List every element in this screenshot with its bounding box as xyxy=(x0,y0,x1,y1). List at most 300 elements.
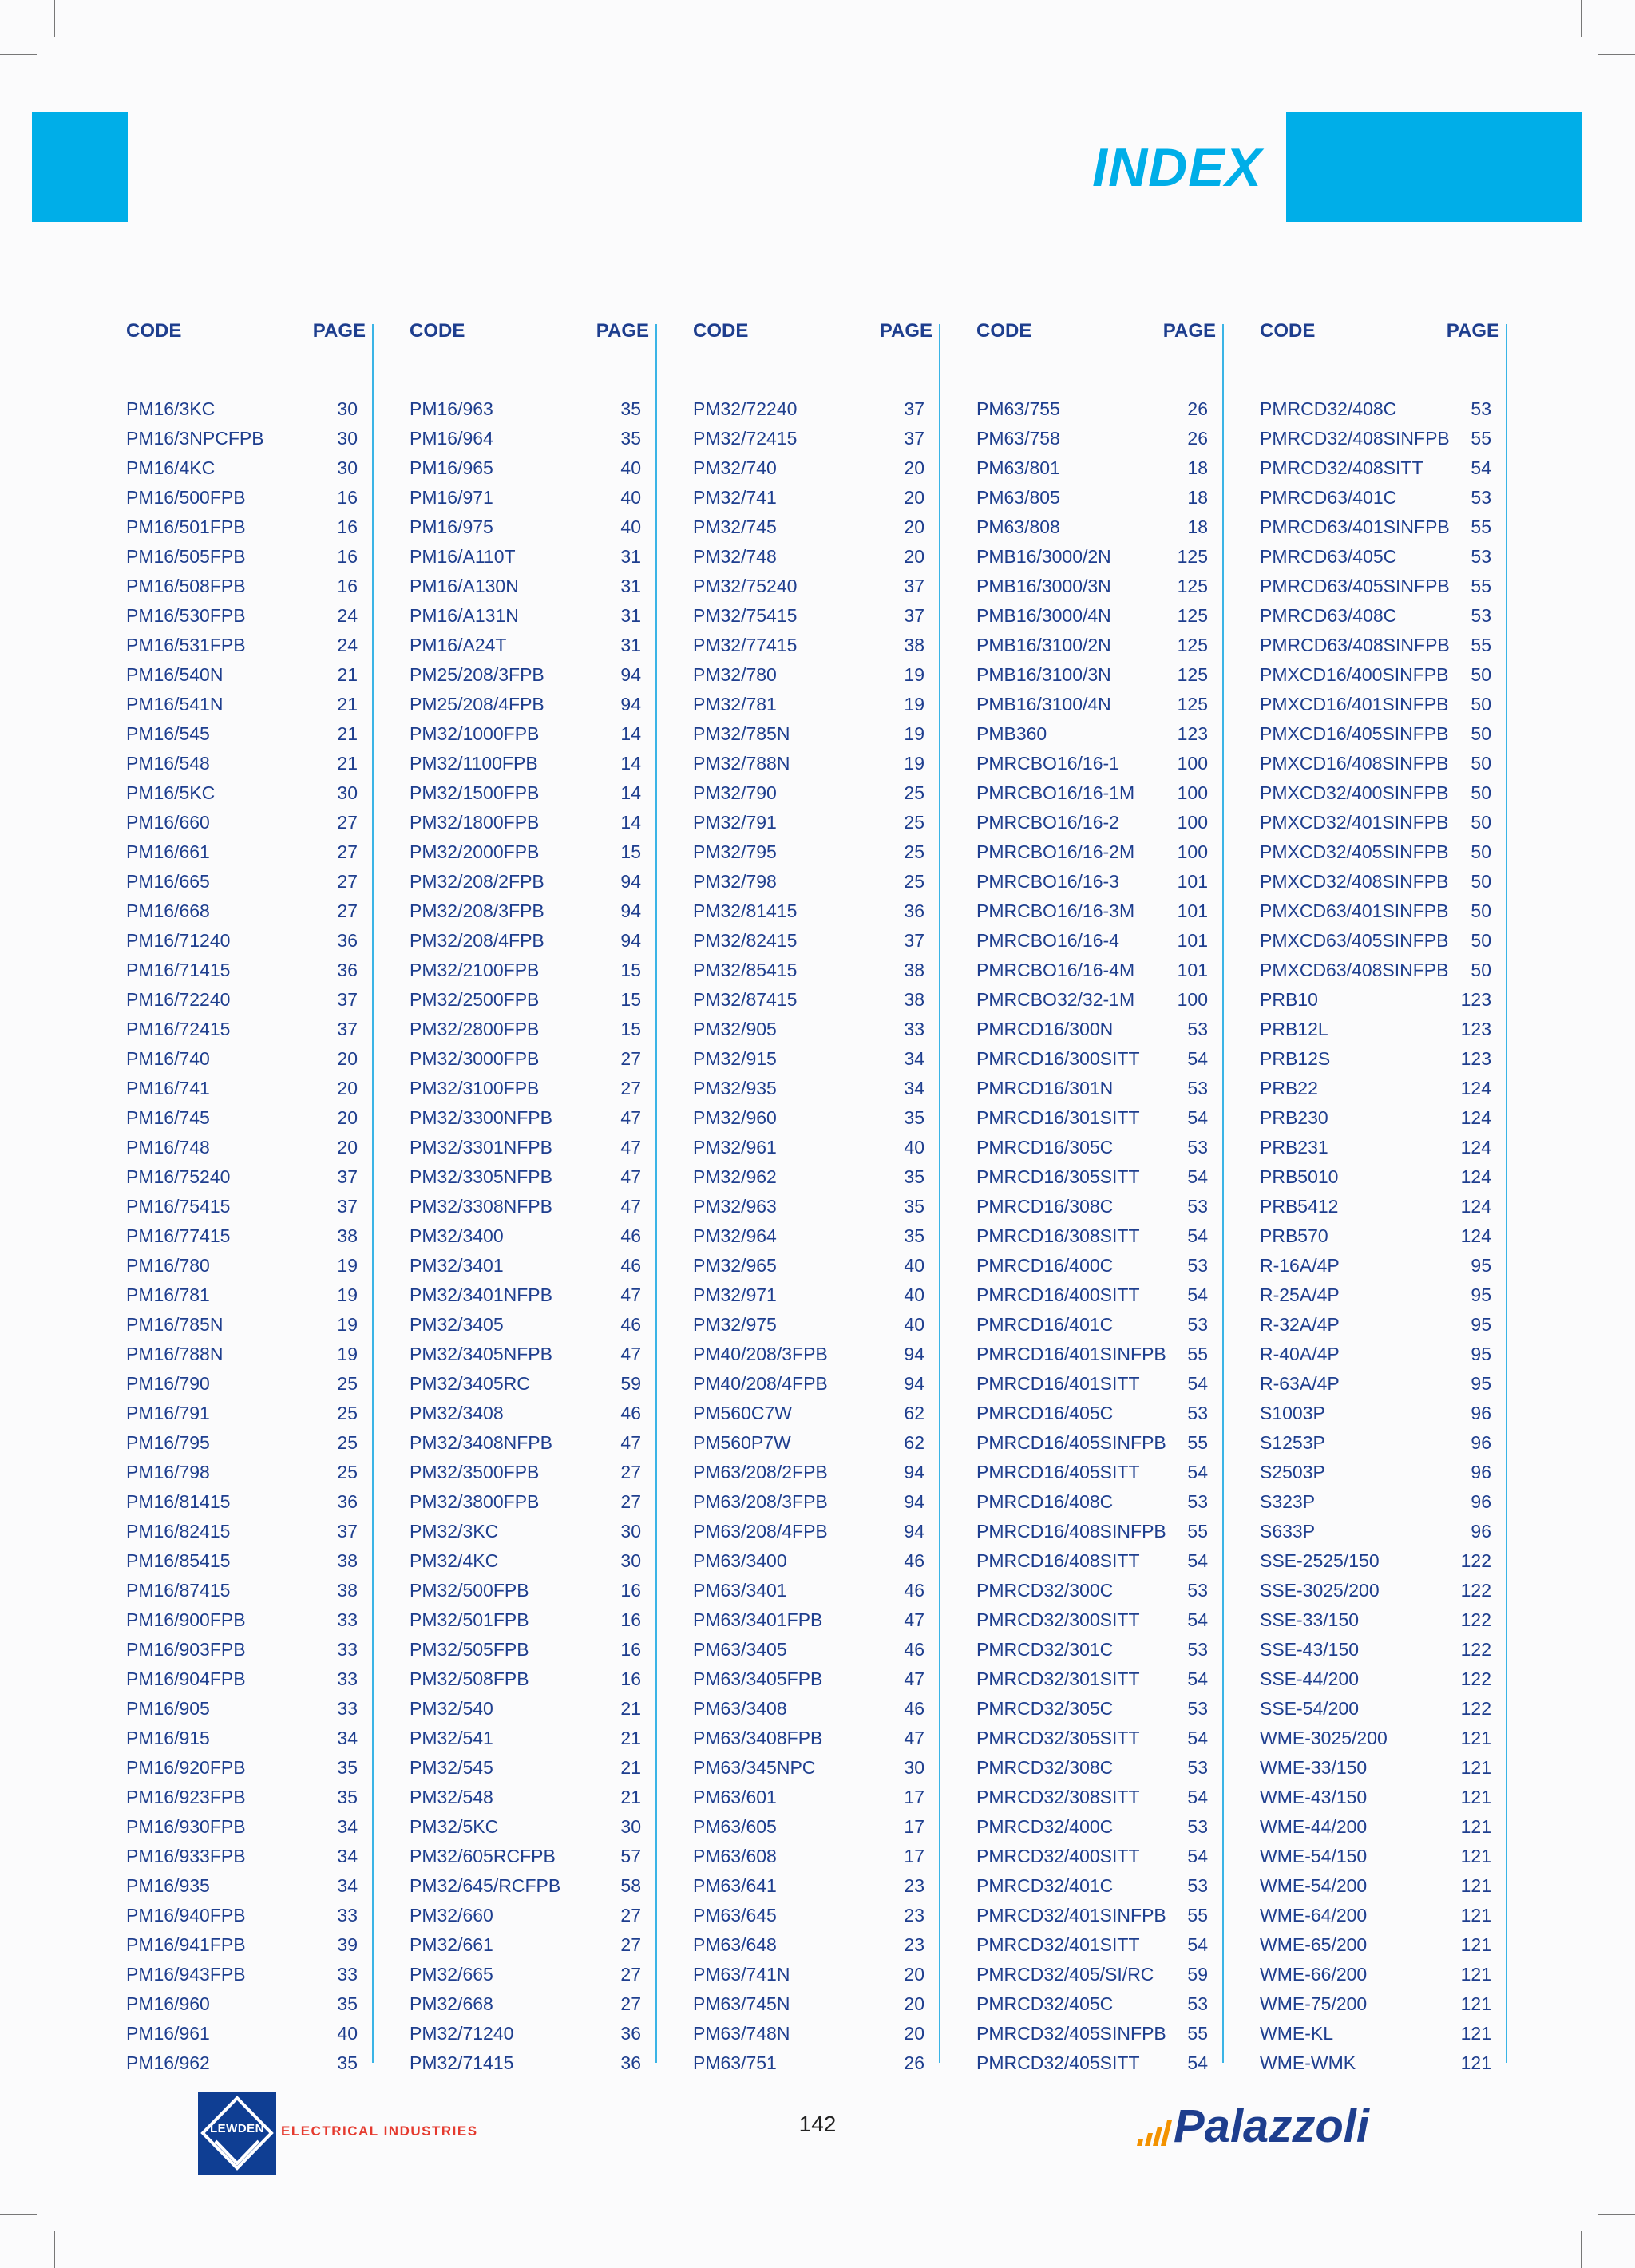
index-entry xyxy=(693,1901,932,1930)
index-entry xyxy=(410,1960,649,1989)
product-code: PMRCD16/401SINFPB xyxy=(976,1344,1166,1364)
index-entry xyxy=(126,1221,366,1251)
page-reference: 54 xyxy=(1187,1107,1208,1128)
product-code: PM32/71240 xyxy=(410,2023,514,2044)
index-entry xyxy=(693,1546,932,1576)
index-entry xyxy=(1260,956,1499,985)
crop-mark xyxy=(0,54,37,55)
page-reference: 17 xyxy=(904,1846,924,1866)
index-entry xyxy=(126,808,366,837)
product-code: PM32/545 xyxy=(410,1757,493,1778)
product-code: PM32/540 xyxy=(410,1698,493,1719)
product-code: SSE-44/200 xyxy=(1260,1668,1360,1689)
product-code: PM16/501FPB xyxy=(126,517,246,537)
index-entry xyxy=(1260,394,1499,424)
index-entry xyxy=(976,572,1216,601)
index-entry xyxy=(976,542,1216,572)
index-entry xyxy=(976,1458,1216,1487)
page-reference: 24 xyxy=(337,605,358,626)
page-reference: 23 xyxy=(904,1934,924,1955)
product-code: PM32/964 xyxy=(693,1225,777,1246)
product-code: PM32/645/RCFPB xyxy=(410,1875,561,1896)
product-code: PM32/780 xyxy=(693,664,777,685)
page-reference: 25 xyxy=(904,841,924,862)
index-entry xyxy=(976,631,1216,660)
index-entry xyxy=(976,837,1216,867)
product-code: PM16/941FPB xyxy=(126,1934,246,1955)
product-code: WME-75/200 xyxy=(1260,1993,1368,2014)
product-code: PM16/75415 xyxy=(126,1196,231,1217)
product-code: PM32/3405 xyxy=(410,1314,504,1335)
page-reference: 19 xyxy=(337,1314,358,1335)
index-entry xyxy=(126,1192,366,1221)
header-accent-block-right xyxy=(1286,112,1582,222)
product-code: PM32/81415 xyxy=(693,900,798,921)
product-code: PM63/3400 xyxy=(693,1550,787,1571)
index-entry xyxy=(1260,867,1499,897)
index-entry xyxy=(1260,1340,1499,1369)
product-code: PM32/3800FPB xyxy=(410,1491,540,1512)
product-code: PMRCD16/400C xyxy=(976,1255,1114,1276)
product-code: WME-44/200 xyxy=(1260,1816,1368,1837)
product-code: PM32/3408 xyxy=(410,1403,504,1423)
product-code: PM16/A130N xyxy=(410,576,519,596)
index-entry xyxy=(1260,453,1499,483)
page-reference: 47 xyxy=(620,1107,641,1128)
page-reference: 55 xyxy=(1187,1521,1208,1542)
product-code: PMRCD16/301SITT xyxy=(976,1107,1140,1128)
page-reference: 27 xyxy=(620,1993,641,2014)
product-code: PM32/72240 xyxy=(693,398,798,419)
page-reference: 53 xyxy=(1187,1875,1208,1896)
product-code: PM32/2100FPB xyxy=(410,960,540,980)
page-reference: 31 xyxy=(620,605,641,626)
index-entry xyxy=(410,749,649,778)
page-reference: 20 xyxy=(337,1078,358,1098)
index-entry xyxy=(976,1133,1216,1162)
page-reference: 25 xyxy=(337,1462,358,1482)
page-reference: 35 xyxy=(337,1787,358,1807)
index-entry xyxy=(693,1842,932,1871)
index-entry xyxy=(126,1458,366,1487)
product-code: PMXCD16/400SINFPB xyxy=(1260,664,1449,685)
page-reference: 33 xyxy=(337,1668,358,1689)
product-code: PM16/788N xyxy=(126,1344,224,1364)
product-code: PM32/3308NFPB xyxy=(410,1196,552,1217)
index-entry xyxy=(693,1605,932,1635)
product-code: PM32/208/3FPB xyxy=(410,900,544,921)
index-entry xyxy=(126,1074,366,1103)
page-reference: 37 xyxy=(904,428,924,449)
index-entry xyxy=(126,1546,366,1576)
product-code: SSE-2525/150 xyxy=(1260,1550,1380,1571)
index-entry xyxy=(693,690,932,719)
index-entry xyxy=(126,1724,366,1753)
page-reference: 124 xyxy=(1460,1166,1491,1187)
index-entry xyxy=(1260,1664,1499,1694)
page-reference: 47 xyxy=(620,1137,641,1158)
product-code: PM16/81415 xyxy=(126,1491,231,1512)
page-reference: 38 xyxy=(337,1550,358,1571)
page-reference: 96 xyxy=(1471,1521,1491,1542)
product-code: PMXCD16/401SINFPB xyxy=(1260,694,1449,714)
index-entry xyxy=(1260,660,1499,690)
index-entry xyxy=(126,542,366,572)
page-reference: 50 xyxy=(1471,841,1491,862)
index-entry xyxy=(126,1989,366,2019)
product-code: PMRCD63/405SINFPB xyxy=(1260,576,1450,596)
index-entry xyxy=(693,1221,932,1251)
index-entry xyxy=(693,1458,932,1487)
index-entry xyxy=(1260,601,1499,631)
index-entry xyxy=(410,690,649,719)
index-entry xyxy=(693,1989,932,2019)
product-code: PRB5010 xyxy=(1260,1166,1339,1187)
product-code: PM16/82415 xyxy=(126,1521,231,1542)
product-code: PM560C7W xyxy=(693,1403,792,1423)
product-code: PMXCD32/400SINFPB xyxy=(1260,782,1449,803)
product-code: PM32/75415 xyxy=(693,605,798,626)
product-code: PM32/500FPB xyxy=(410,1580,529,1601)
page-reference: 33 xyxy=(337,1609,358,1630)
index-entry xyxy=(976,1812,1216,1842)
product-code: PMRCBO16/16-2 xyxy=(976,812,1119,833)
product-code: PMRCD32/400SITT xyxy=(976,1846,1140,1866)
index-entry xyxy=(693,424,932,453)
index-entry xyxy=(1260,897,1499,926)
product-code: PM16/4KC xyxy=(126,457,216,478)
index-entry xyxy=(410,542,649,572)
index-entry xyxy=(976,394,1216,424)
index-entry xyxy=(976,2019,1216,2048)
page-reference: 54 xyxy=(1187,1550,1208,1571)
product-code: PM32/965 xyxy=(693,1255,777,1276)
page-reference: 20 xyxy=(904,1993,924,2014)
product-code: PMRCBO16/16-1M xyxy=(976,782,1135,803)
page-number: 142 xyxy=(798,2112,837,2136)
page-reference: 46 xyxy=(620,1225,641,1246)
product-code: PMB16/3000/3N xyxy=(976,576,1111,596)
product-code: PM32/71415 xyxy=(410,2052,514,2073)
product-code: PM63/648 xyxy=(693,1934,777,1955)
page-reference: 94 xyxy=(620,900,641,921)
page-reference: 62 xyxy=(904,1432,924,1453)
product-code: PM32/660 xyxy=(410,1905,493,1926)
page-reference: 34 xyxy=(337,1846,358,1866)
product-code: PM16/665 xyxy=(126,871,210,892)
product-code: PM32/962 xyxy=(693,1166,777,1187)
index-entry xyxy=(693,956,932,985)
page-reference: 124 xyxy=(1460,1137,1491,1158)
palazzoli-logo xyxy=(1134,2100,1453,2155)
product-code: PMRCD32/301C xyxy=(976,1639,1114,1660)
index-entry xyxy=(693,1369,932,1399)
page-header: PAGE xyxy=(1162,320,1216,342)
page-reference: 27 xyxy=(337,841,358,862)
index-entry xyxy=(410,1724,649,1753)
product-code: PM16/923FPB xyxy=(126,1787,246,1807)
index-entry xyxy=(976,1576,1216,1605)
product-code: PM63/208/4FPB xyxy=(693,1521,828,1542)
product-code: PMRCD32/405SINFPB xyxy=(976,2023,1166,2044)
index-entry xyxy=(976,1074,1216,1103)
product-code: WME-33/150 xyxy=(1260,1757,1368,1778)
page-reference: 26 xyxy=(1187,428,1208,449)
index-entry xyxy=(410,1074,649,1103)
index-entry xyxy=(976,1487,1216,1517)
product-code: PMRCD16/301N xyxy=(976,1078,1114,1098)
page-reference: 101 xyxy=(1177,900,1208,921)
product-code: PM63/758 xyxy=(976,428,1060,449)
index-entry xyxy=(976,2048,1216,2078)
page-reference: 53 xyxy=(1471,546,1491,567)
page-reference: 15 xyxy=(620,960,641,980)
product-code: PM16/962 xyxy=(126,2052,210,2073)
index-entry xyxy=(410,1280,649,1310)
page-reference: 96 xyxy=(1471,1462,1491,1482)
index-entry xyxy=(976,1280,1216,1310)
product-code: PM16/920FPB xyxy=(126,1757,246,1778)
product-code: PM32/781 xyxy=(693,694,777,714)
index-entry xyxy=(693,1428,932,1458)
index-entry xyxy=(693,572,932,601)
product-code: S323P xyxy=(1260,1491,1316,1512)
product-code: WME-64/200 xyxy=(1260,1905,1368,1926)
page-reference: 54 xyxy=(1187,1166,1208,1187)
page-reference: 123 xyxy=(1460,1019,1491,1039)
page-reference: 95 xyxy=(1471,1255,1491,1276)
index-entry xyxy=(976,1221,1216,1251)
index-entry xyxy=(126,690,366,719)
product-code: PM32/605RCFPB xyxy=(410,1846,556,1866)
page-reference: 46 xyxy=(620,1255,641,1276)
page-reference: 50 xyxy=(1471,960,1491,980)
index-entry xyxy=(410,483,649,513)
page-reference: 53 xyxy=(1187,1491,1208,1512)
product-code: PM16/790 xyxy=(126,1373,210,1394)
page-reference: 54 xyxy=(1187,2052,1208,2073)
product-code: PM32/748 xyxy=(693,546,777,567)
index-entry xyxy=(976,1428,1216,1458)
index-entry xyxy=(126,1930,366,1960)
index-entry xyxy=(976,660,1216,690)
product-code: PM32/3400 xyxy=(410,1225,504,1246)
page-reference: 53 xyxy=(1187,1816,1208,1837)
page-reference: 47 xyxy=(620,1432,641,1453)
page-reference: 124 xyxy=(1460,1225,1491,1246)
page-reference: 38 xyxy=(904,635,924,655)
product-code: PMB16/3100/4N xyxy=(976,694,1111,714)
product-code: PM16/971 xyxy=(410,487,493,508)
product-code: PMRCBO16/16-2M xyxy=(976,841,1135,862)
product-code: PM16/71415 xyxy=(126,960,231,980)
product-code: WME-66/200 xyxy=(1260,1964,1368,1985)
page-reference: 125 xyxy=(1177,576,1208,596)
product-code: PMRCD16/305SITT xyxy=(976,1166,1140,1187)
page-reference: 122 xyxy=(1460,1668,1491,1689)
page-reference: 21 xyxy=(337,664,358,685)
index-entry xyxy=(1260,1635,1499,1664)
product-code: PM32/2800FPB xyxy=(410,1019,540,1039)
index-entry xyxy=(410,778,649,808)
page-reference: 37 xyxy=(337,989,358,1010)
page-reference: 101 xyxy=(1177,930,1208,951)
product-code: PM32/665 xyxy=(410,1964,493,1985)
product-code: PM16/85415 xyxy=(126,1550,231,1571)
page-reference: 47 xyxy=(620,1344,641,1364)
index-entry xyxy=(126,1605,366,1635)
index-entry xyxy=(1260,1487,1499,1517)
index-column xyxy=(976,315,1224,2071)
page-reference: 55 xyxy=(1471,517,1491,537)
page-header: PAGE xyxy=(312,320,366,342)
product-code: PRB10 xyxy=(1260,989,1318,1010)
product-code: R-16A/4P xyxy=(1260,1255,1340,1276)
index-entry xyxy=(1260,926,1499,956)
index-entry xyxy=(693,1310,932,1340)
page-reference: 34 xyxy=(337,1875,358,1896)
index-column xyxy=(1260,315,1507,2071)
product-code: PMRCD32/405C xyxy=(976,1993,1114,2014)
index-entry xyxy=(126,1044,366,1074)
page-reference: 54 xyxy=(1187,1609,1208,1630)
index-entry xyxy=(410,1783,649,1812)
index-entry xyxy=(693,601,932,631)
index-entry xyxy=(410,1635,649,1664)
page-reference: 34 xyxy=(337,1728,358,1748)
product-code: PM63/3401 xyxy=(693,1580,787,1601)
page-reference: 30 xyxy=(620,1521,641,1542)
product-code: PM32/3000FPB xyxy=(410,1048,540,1069)
crop-mark xyxy=(1581,0,1582,37)
page-reference: 121 xyxy=(1460,1905,1491,1926)
page-reference: 58 xyxy=(620,1875,641,1896)
code-header: CODE xyxy=(693,320,749,342)
index-entry xyxy=(976,1930,1216,1960)
page-reference: 37 xyxy=(904,605,924,626)
page-reference: 125 xyxy=(1177,635,1208,655)
page-reference: 33 xyxy=(337,1639,358,1660)
page-reference: 54 xyxy=(1187,1934,1208,1955)
product-code: PM16/A110T xyxy=(410,546,516,567)
index-entry xyxy=(410,1812,649,1842)
product-code: PMXCD63/405SINFPB xyxy=(1260,930,1449,951)
product-code: PMRCBO32/32-1M xyxy=(976,989,1135,1010)
page-reference: 38 xyxy=(904,960,924,980)
product-code: PM32/741 xyxy=(693,487,777,508)
page-reference: 15 xyxy=(620,1019,641,1039)
index-entry xyxy=(693,926,932,956)
product-code: PMXCD32/405SINFPB xyxy=(1260,841,1449,862)
page-reference: 36 xyxy=(337,930,358,951)
page-reference: 53 xyxy=(1187,1255,1208,1276)
product-code: PMRCBO16/16-3M xyxy=(976,900,1135,921)
page-reference: 53 xyxy=(1471,398,1491,419)
product-code: PMRCD16/401C xyxy=(976,1314,1114,1335)
page-reference: 27 xyxy=(620,1964,641,1985)
page-reference: 36 xyxy=(620,2052,641,2073)
product-code: PMRCD16/308SITT xyxy=(976,1225,1140,1246)
product-code: PM16/87415 xyxy=(126,1580,231,1601)
page-reference: 101 xyxy=(1177,871,1208,892)
page-reference: 36 xyxy=(904,900,924,921)
index-entry xyxy=(693,1280,932,1310)
index-entry xyxy=(126,2048,366,2078)
index-entry xyxy=(693,1930,932,1960)
page-reference: 25 xyxy=(337,1403,358,1423)
product-code: R-63A/4P xyxy=(1260,1373,1340,1394)
product-code: PM32/72415 xyxy=(693,428,798,449)
index-entry xyxy=(410,1310,649,1340)
page-reference: 30 xyxy=(337,398,358,419)
product-code: PMRCD32/400C xyxy=(976,1816,1114,1837)
page-reference: 37 xyxy=(904,576,924,596)
page-reference: 35 xyxy=(904,1166,924,1187)
header-accent-block-left xyxy=(32,112,128,222)
product-code: PM16/900FPB xyxy=(126,1609,246,1630)
page-reference: 19 xyxy=(337,1255,358,1276)
page-reference: 46 xyxy=(620,1403,641,1423)
product-code: WME-54/200 xyxy=(1260,1875,1368,1896)
index-entry xyxy=(976,1369,1216,1399)
product-code: PM16/660 xyxy=(126,812,210,833)
product-code: WME-54/150 xyxy=(1260,1846,1368,1866)
index-entry xyxy=(693,1753,932,1783)
page-reference: 50 xyxy=(1471,930,1491,951)
index-entry xyxy=(1260,1251,1499,1280)
page-reference: 18 xyxy=(1187,457,1208,478)
index-entry xyxy=(693,1783,932,1812)
product-code: PM16/668 xyxy=(126,900,210,921)
product-code: PM63/805 xyxy=(976,487,1060,508)
lewden-logo-text: LEWDEN xyxy=(210,2122,264,2135)
page-title: INDEX xyxy=(1092,137,1262,198)
page-reference: 36 xyxy=(620,2023,641,2044)
column-divider xyxy=(372,324,374,2063)
index-entry xyxy=(693,1162,932,1192)
index-entry xyxy=(1260,1369,1499,1399)
index-entry xyxy=(976,1015,1216,1044)
page-reference: 50 xyxy=(1471,900,1491,921)
index-entry xyxy=(126,1280,366,1310)
page-reference: 125 xyxy=(1177,694,1208,714)
index-entry xyxy=(410,1694,649,1724)
page-reference: 94 xyxy=(620,664,641,685)
page-reference: 27 xyxy=(337,900,358,921)
index-entry xyxy=(693,749,932,778)
index-entry xyxy=(976,897,1216,926)
page-reference: 46 xyxy=(904,1639,924,1660)
product-code: PMRCD63/408C xyxy=(1260,605,1397,626)
index-entry xyxy=(976,601,1216,631)
page-reference: 20 xyxy=(904,517,924,537)
index-entry xyxy=(976,1605,1216,1635)
page-reference: 94 xyxy=(620,694,641,714)
product-code: PM16/960 xyxy=(126,1993,210,2014)
page-reference: 95 xyxy=(1471,1373,1491,1394)
index-entry xyxy=(410,1162,649,1192)
index-entry xyxy=(976,1546,1216,1576)
index-entry xyxy=(1260,1753,1499,1783)
page-reference: 38 xyxy=(337,1580,358,1601)
product-code: PMRCD32/300C xyxy=(976,1580,1114,1601)
index-entry xyxy=(693,1192,932,1221)
code-header: CODE xyxy=(1260,320,1316,342)
page-reference: 55 xyxy=(1187,1432,1208,1453)
page-header: PAGE xyxy=(1446,320,1499,342)
page-reference: 50 xyxy=(1471,812,1491,833)
product-code: R-32A/4P xyxy=(1260,1314,1340,1335)
